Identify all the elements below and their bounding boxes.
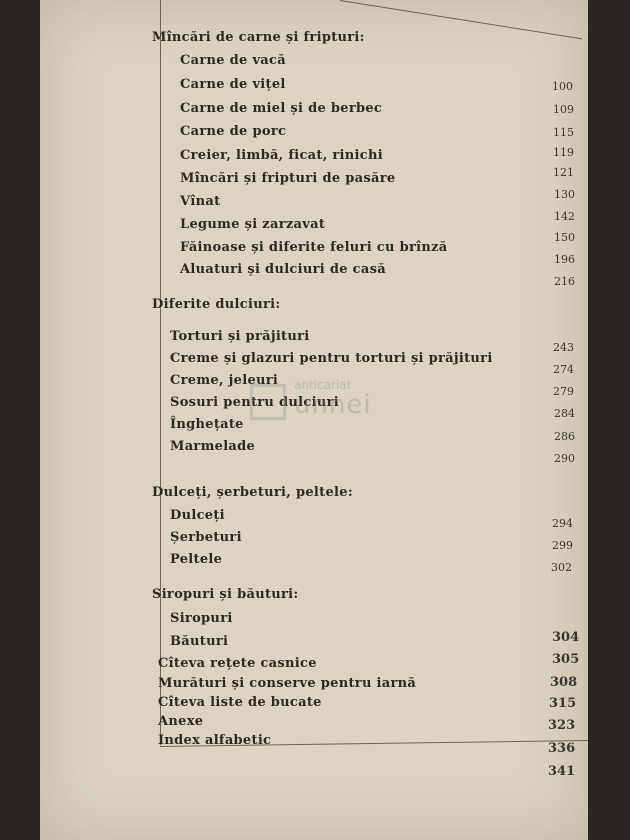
- gutter-line: [160, 0, 161, 745]
- page-number: 150: [554, 231, 575, 244]
- toc-item: Dulceți: [170, 508, 225, 523]
- page-number: 336: [548, 741, 576, 756]
- toc-item: Index alfabetic: [158, 733, 272, 748]
- page-number: 142: [554, 210, 575, 223]
- toc-item: Siropuri: [170, 611, 233, 626]
- page-number: 243: [553, 341, 574, 354]
- toc-item: Creme și glazuri pentru torturi și prăjituri: [170, 351, 493, 366]
- toc-item: Vînat: [180, 194, 221, 209]
- page-number: 305: [552, 652, 580, 667]
- watermark-small-text: anticariat: [294, 378, 352, 392]
- page-number: 274: [553, 363, 574, 376]
- page-edge-line: [340, 0, 582, 39]
- section-title: Dulceți, șerbeturi, peltele:: [152, 485, 353, 500]
- toc-item: Carne de porc: [180, 124, 287, 139]
- page-number: 308: [550, 675, 578, 690]
- section-title: Mîncări de carne și fripturi:: [152, 30, 365, 45]
- page-number: 284: [554, 407, 575, 420]
- watermark-logo-icon: [250, 384, 286, 420]
- page-number: 286: [554, 430, 575, 443]
- page-number: 315: [549, 696, 577, 711]
- toc-item: Creier, limbă, ficat, rinichi: [180, 148, 383, 163]
- page-number: 302: [551, 561, 572, 574]
- toc-item: Peltele: [170, 552, 223, 567]
- toc-item: Anexe: [158, 714, 204, 729]
- toc-item: Legume și zarzavat: [180, 217, 326, 232]
- page-number: 119: [553, 146, 574, 159]
- toc-item: Carne de vacă: [180, 53, 286, 68]
- watermark-big-text: unnei: [294, 390, 372, 420]
- page-number: 304: [552, 630, 580, 645]
- toc-item: Mîncări și fripturi de pasăre: [180, 171, 396, 186]
- page-number: 299: [552, 539, 573, 552]
- toc-item: Sosuri pentru dulciuri: [170, 395, 339, 410]
- page-number: 216: [554, 275, 575, 288]
- page-number: 115: [553, 126, 574, 139]
- page-number: 279: [553, 385, 574, 398]
- page-number: 130: [554, 188, 575, 201]
- page-number: 290: [554, 452, 575, 465]
- section-title: Siropuri și băuturi:: [152, 587, 299, 602]
- toc-item: Cîteva rețete casnice: [158, 656, 317, 671]
- page-number: 109: [553, 103, 574, 116]
- toc-item: Șerbeturi: [170, 530, 242, 545]
- page-number: 100: [552, 80, 573, 93]
- toc-item: Înghețate: [170, 417, 244, 432]
- watermark: [250, 378, 440, 424]
- toc-item: Aluaturi și dulciuri de casă: [180, 262, 386, 277]
- page-number: 294: [552, 517, 573, 530]
- toc-item: Băuturi: [170, 634, 229, 649]
- toc-item: Carne de vițel: [180, 77, 286, 92]
- toc-item: Cîteva liste de bucate: [158, 695, 322, 710]
- book-page: [40, 0, 588, 840]
- toc-item: Făinoase și diferite feluri cu brînză: [180, 240, 448, 255]
- toc-item: Creme, jeleuri: [170, 373, 279, 388]
- page-number: 341: [548, 764, 576, 779]
- toc-item: Marmelade: [170, 439, 256, 454]
- toc-item: Carne de miel și de berbec: [180, 101, 383, 116]
- toc-item: Torturi și prăjituri: [170, 329, 310, 344]
- page-number: 323: [548, 718, 576, 733]
- page-number: 196: [554, 253, 575, 266]
- section-title: Diferite dulciuri:: [152, 297, 281, 312]
- page-number: 121: [553, 166, 574, 179]
- toc-item: Murături și conserve pentru iarnă: [158, 676, 417, 691]
